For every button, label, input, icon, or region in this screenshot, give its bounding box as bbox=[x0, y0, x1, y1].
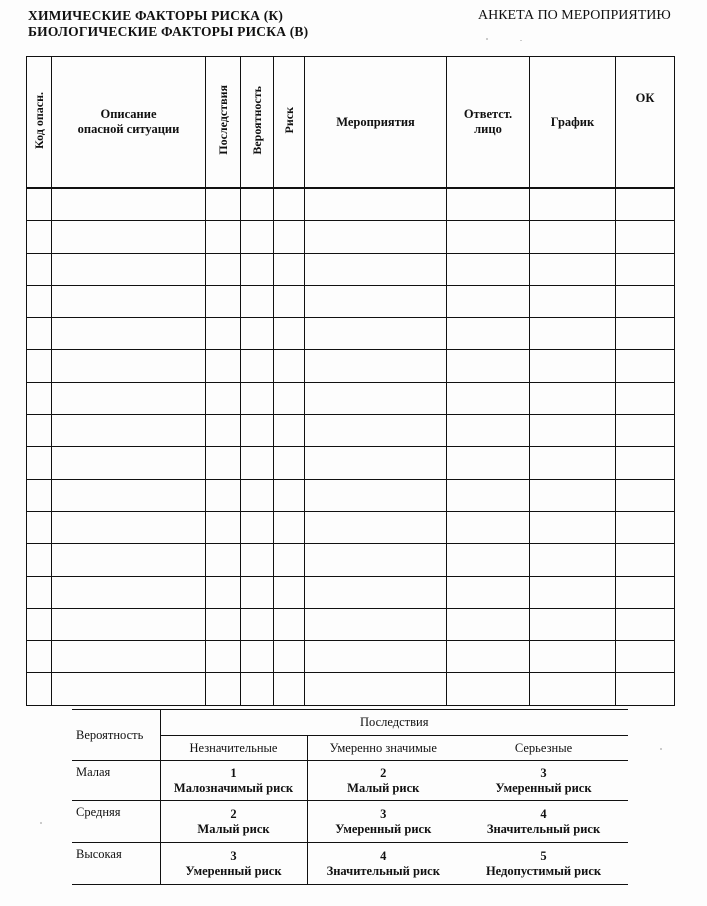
form-cell[interactable] bbox=[52, 350, 206, 382]
form-cell[interactable] bbox=[447, 221, 530, 253]
form-cell[interactable] bbox=[274, 188, 305, 221]
form-cell[interactable] bbox=[241, 253, 274, 285]
form-cell[interactable] bbox=[52, 479, 206, 511]
hazard-form-table bbox=[26, 56, 675, 706]
form-cell[interactable] bbox=[305, 285, 447, 317]
risk-level: Умеренный риск bbox=[335, 821, 432, 836]
form-cell[interactable] bbox=[27, 253, 52, 285]
matrix-cell bbox=[459, 843, 628, 885]
matrix-probability-high: Высокая bbox=[72, 843, 160, 885]
form-cell[interactable] bbox=[447, 188, 530, 221]
form-cell[interactable] bbox=[206, 447, 241, 479]
form-row bbox=[27, 253, 675, 285]
form-cell[interactable] bbox=[305, 382, 447, 414]
matrix-probability-low: Малая bbox=[72, 761, 160, 801]
form-cell[interactable] bbox=[206, 673, 241, 705]
matrix-level-serious: Серьезные bbox=[459, 736, 628, 761]
matrix-consequences-header: Последствия bbox=[160, 710, 628, 736]
form-cell[interactable] bbox=[52, 382, 206, 414]
form-cell[interactable] bbox=[52, 221, 206, 253]
form-cell[interactable] bbox=[52, 285, 206, 317]
form-cell[interactable] bbox=[52, 673, 206, 705]
form-cell[interactable] bbox=[447, 350, 530, 382]
form-cell[interactable] bbox=[52, 544, 206, 576]
form-row bbox=[27, 511, 675, 543]
form-row bbox=[27, 382, 675, 414]
form-cell[interactable] bbox=[447, 576, 530, 608]
form-cell[interactable] bbox=[241, 350, 274, 382]
form-row bbox=[27, 415, 675, 447]
form-cell[interactable] bbox=[206, 188, 241, 221]
risk-number: 3 bbox=[540, 765, 547, 780]
form-cell[interactable] bbox=[530, 641, 616, 673]
form-cell[interactable] bbox=[305, 544, 447, 576]
form-cell[interactable] bbox=[616, 544, 675, 576]
form-cell[interactable] bbox=[616, 511, 675, 543]
form-cell[interactable] bbox=[447, 318, 530, 350]
matrix-probability-medium: Средняя bbox=[72, 801, 160, 843]
form-cell[interactable] bbox=[206, 318, 241, 350]
form-cell[interactable] bbox=[305, 221, 447, 253]
form-cell[interactable] bbox=[447, 479, 530, 511]
column-risk: Риск bbox=[274, 57, 305, 189]
form-cell[interactable] bbox=[274, 285, 305, 317]
form-cell[interactable] bbox=[305, 608, 447, 640]
form-cell[interactable] bbox=[27, 415, 52, 447]
form-cell[interactable] bbox=[305, 447, 447, 479]
form-cell[interactable] bbox=[616, 479, 675, 511]
form-cell[interactable] bbox=[241, 188, 274, 221]
risk-level: Малозначимый риск bbox=[173, 780, 294, 795]
column-measures: Мероприятия bbox=[305, 57, 447, 189]
form-cell[interactable] bbox=[616, 188, 675, 221]
form-cell[interactable] bbox=[274, 415, 305, 447]
form-cell[interactable] bbox=[530, 415, 616, 447]
form-cell[interactable] bbox=[305, 415, 447, 447]
column-code: Код опасн. bbox=[27, 57, 52, 189]
matrix-cell bbox=[160, 761, 307, 801]
form-cell[interactable] bbox=[616, 382, 675, 414]
form-cell[interactable] bbox=[274, 382, 305, 414]
form-cell[interactable] bbox=[447, 673, 530, 705]
form-cell[interactable] bbox=[305, 576, 447, 608]
form-row bbox=[27, 641, 675, 673]
form-cell[interactable] bbox=[616, 447, 675, 479]
form-cell[interactable] bbox=[27, 447, 52, 479]
form-cell[interactable] bbox=[274, 544, 305, 576]
form-cell[interactable] bbox=[274, 318, 305, 350]
risk-number: 2 bbox=[230, 806, 237, 821]
form-cell[interactable] bbox=[241, 415, 274, 447]
form-row bbox=[27, 447, 675, 479]
form-cell[interactable] bbox=[52, 608, 206, 640]
form-cell[interactable] bbox=[447, 641, 530, 673]
matrix-level-moderate: Умеренно значимые bbox=[307, 736, 459, 761]
form-cell[interactable] bbox=[616, 253, 675, 285]
form-cell[interactable] bbox=[241, 673, 274, 705]
form-cell[interactable] bbox=[530, 318, 616, 350]
form-cell[interactable] bbox=[206, 479, 241, 511]
form-cell[interactable] bbox=[530, 511, 616, 543]
form-cell[interactable] bbox=[206, 382, 241, 414]
form-cell[interactable] bbox=[27, 608, 52, 640]
risk-level: Малый риск bbox=[197, 821, 270, 836]
risk-matrix-table bbox=[72, 709, 628, 885]
risk-level: Значительный риск bbox=[326, 863, 440, 878]
column-responsible-line1: Ответст. bbox=[463, 107, 513, 121]
form-cell[interactable] bbox=[530, 544, 616, 576]
form-row bbox=[27, 221, 675, 253]
risk-level: Умеренный риск bbox=[185, 863, 282, 878]
form-cell[interactable] bbox=[305, 318, 447, 350]
form-cell[interactable] bbox=[52, 318, 206, 350]
form-cell[interactable] bbox=[241, 608, 274, 640]
column-responsible bbox=[447, 57, 530, 189]
risk-number: 5 bbox=[540, 848, 547, 863]
form-cell[interactable] bbox=[274, 673, 305, 705]
form-cell[interactable] bbox=[305, 479, 447, 511]
form-cell[interactable] bbox=[530, 221, 616, 253]
form-cell[interactable] bbox=[616, 673, 675, 705]
form-cell[interactable] bbox=[206, 511, 241, 543]
form-cell[interactable] bbox=[305, 188, 447, 221]
form-cell[interactable] bbox=[206, 285, 241, 317]
form-cell[interactable] bbox=[447, 415, 530, 447]
form-cell[interactable] bbox=[274, 608, 305, 640]
form-cell[interactable] bbox=[274, 253, 305, 285]
form-cell[interactable] bbox=[27, 479, 52, 511]
form-row bbox=[27, 318, 675, 350]
form-cell[interactable] bbox=[274, 479, 305, 511]
form-row bbox=[27, 673, 675, 705]
form-cell[interactable] bbox=[447, 447, 530, 479]
scan-speck bbox=[520, 40, 522, 41]
form-cell[interactable] bbox=[27, 382, 52, 414]
form-cell[interactable] bbox=[27, 221, 52, 253]
form-cell[interactable] bbox=[206, 253, 241, 285]
form-row bbox=[27, 576, 675, 608]
form-cell[interactable] bbox=[530, 576, 616, 608]
risk-number: 4 bbox=[540, 806, 547, 821]
form-cell[interactable] bbox=[447, 285, 530, 317]
form-cell[interactable] bbox=[206, 576, 241, 608]
form-row bbox=[27, 350, 675, 382]
form-cell[interactable] bbox=[616, 415, 675, 447]
matrix-cell bbox=[307, 843, 459, 885]
form-cell[interactable] bbox=[616, 641, 675, 673]
form-cell[interactable] bbox=[27, 511, 52, 543]
form-cell[interactable] bbox=[305, 253, 447, 285]
form-cell[interactable] bbox=[52, 641, 206, 673]
form-cell[interactable] bbox=[616, 285, 675, 317]
risk-number: 3 bbox=[380, 806, 387, 821]
risk-level: Значительный риск bbox=[486, 821, 601, 836]
matrix-cell bbox=[459, 761, 628, 801]
form-cell[interactable] bbox=[206, 415, 241, 447]
form-cell[interactable] bbox=[206, 544, 241, 576]
form-cell[interactable] bbox=[530, 673, 616, 705]
form-cell[interactable] bbox=[52, 415, 206, 447]
matrix-cell bbox=[307, 801, 459, 843]
form-cell[interactable] bbox=[27, 641, 52, 673]
form-cell[interactable] bbox=[206, 608, 241, 640]
form-cell[interactable] bbox=[27, 673, 52, 705]
biological-risk-title: БИОЛОГИЧЕСКИЕ ФАКТОРЫ РИСКА (В) bbox=[28, 24, 309, 39]
form-cell[interactable] bbox=[241, 511, 274, 543]
form-row bbox=[27, 188, 675, 221]
form-cell[interactable] bbox=[241, 221, 274, 253]
form-cell[interactable] bbox=[274, 641, 305, 673]
form-cell[interactable] bbox=[530, 285, 616, 317]
form-cell[interactable] bbox=[27, 544, 52, 576]
form-cell[interactable] bbox=[530, 479, 616, 511]
risk-number: 3 bbox=[230, 848, 237, 863]
form-cell[interactable] bbox=[241, 447, 274, 479]
column-description-line2: опасной ситуации bbox=[77, 122, 180, 136]
form-cell[interactable] bbox=[274, 511, 305, 543]
form-cell[interactable] bbox=[616, 221, 675, 253]
matrix-probability-header: Вероятность bbox=[72, 710, 160, 761]
scan-speck bbox=[486, 38, 488, 40]
form-row bbox=[27, 544, 675, 576]
column-description bbox=[52, 57, 206, 189]
form-cell[interactable] bbox=[241, 318, 274, 350]
form-cell[interactable] bbox=[52, 447, 206, 479]
form-row bbox=[27, 608, 675, 640]
scan-speck bbox=[660, 748, 662, 750]
form-cell[interactable] bbox=[27, 576, 52, 608]
form-row bbox=[27, 285, 675, 317]
form-cell[interactable] bbox=[241, 641, 274, 673]
matrix-cell bbox=[459, 801, 628, 843]
form-cell[interactable] bbox=[241, 479, 274, 511]
matrix-row-medium bbox=[72, 801, 628, 843]
form-cell[interactable] bbox=[616, 350, 675, 382]
form-cell[interactable] bbox=[274, 447, 305, 479]
form-cell[interactable] bbox=[447, 382, 530, 414]
matrix-row-low bbox=[72, 761, 628, 801]
form-cell[interactable] bbox=[530, 253, 616, 285]
form-cell[interactable] bbox=[206, 221, 241, 253]
risk-level: Недопустимый риск bbox=[485, 863, 602, 878]
matrix-cell bbox=[160, 843, 307, 885]
form-cell[interactable] bbox=[530, 188, 616, 221]
form-cell[interactable] bbox=[616, 576, 675, 608]
column-description-line1: Описание bbox=[100, 107, 157, 121]
form-cell[interactable] bbox=[305, 641, 447, 673]
risk-level: Малый риск bbox=[347, 780, 420, 795]
risk-number: 4 bbox=[380, 848, 387, 863]
form-cell[interactable] bbox=[206, 641, 241, 673]
form-cell[interactable] bbox=[241, 544, 274, 576]
risk-level: Умеренный риск bbox=[495, 780, 592, 795]
form-cell[interactable] bbox=[241, 285, 274, 317]
form-cell[interactable] bbox=[241, 382, 274, 414]
column-responsible-line2: лицо bbox=[474, 122, 502, 136]
form-cell[interactable] bbox=[530, 350, 616, 382]
form-cell[interactable] bbox=[27, 350, 52, 382]
form-row bbox=[27, 479, 675, 511]
matrix-cell bbox=[160, 801, 307, 843]
form-cell[interactable] bbox=[52, 188, 206, 221]
form-cell[interactable] bbox=[530, 382, 616, 414]
form-cell[interactable] bbox=[274, 576, 305, 608]
form-cell[interactable] bbox=[241, 576, 274, 608]
form-cell[interactable] bbox=[27, 318, 52, 350]
form-cell[interactable] bbox=[274, 221, 305, 253]
column-consequences: Последствия bbox=[206, 57, 241, 189]
form-cell[interactable] bbox=[447, 511, 530, 543]
form-cell[interactable] bbox=[305, 511, 447, 543]
matrix-row-high bbox=[72, 843, 628, 885]
form-cell[interactable] bbox=[274, 350, 305, 382]
form-cell[interactable] bbox=[616, 318, 675, 350]
column-ok: ОК bbox=[616, 57, 675, 189]
form-cell[interactable] bbox=[52, 253, 206, 285]
form-cell[interactable] bbox=[305, 673, 447, 705]
form-cell[interactable] bbox=[52, 511, 206, 543]
form-cell[interactable] bbox=[52, 576, 206, 608]
form-cell[interactable] bbox=[27, 285, 52, 317]
chemical-risk-title: ХИМИЧЕСКИЕ ФАКТОРЫ РИСКА (К) bbox=[28, 8, 284, 23]
form-cell[interactable] bbox=[616, 608, 675, 640]
form-cell[interactable] bbox=[27, 188, 52, 221]
scan-speck bbox=[40, 822, 42, 824]
form-cell[interactable] bbox=[305, 350, 447, 382]
matrix-level-minor: Незначительные bbox=[160, 736, 307, 761]
risk-number: 2 bbox=[380, 765, 387, 780]
column-schedule: График bbox=[530, 57, 616, 189]
risk-number: 1 bbox=[230, 765, 237, 780]
form-cell[interactable] bbox=[447, 608, 530, 640]
form-name-title: АНКЕТА ПО МЕРОПРИЯТИЮ bbox=[478, 8, 671, 23]
form-cell[interactable] bbox=[447, 253, 530, 285]
form-header-row bbox=[27, 57, 675, 189]
form-cell[interactable] bbox=[447, 544, 530, 576]
form-cell[interactable] bbox=[206, 350, 241, 382]
matrix-cell bbox=[307, 761, 459, 801]
form-cell[interactable] bbox=[530, 447, 616, 479]
form-cell[interactable] bbox=[530, 608, 616, 640]
column-probability: Вероятность bbox=[241, 57, 274, 189]
